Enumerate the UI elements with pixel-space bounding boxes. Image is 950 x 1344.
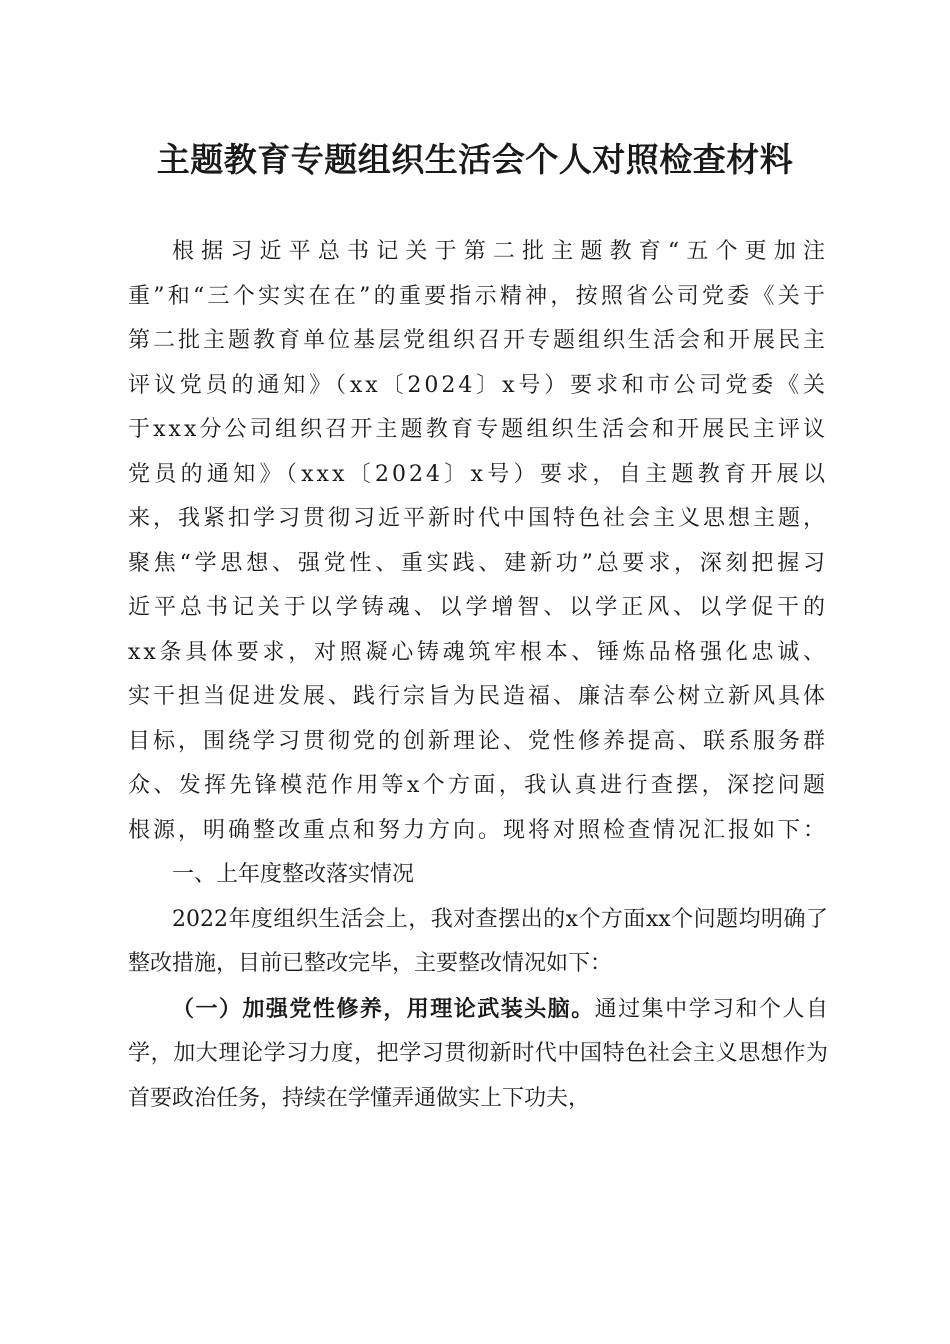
subsection-paragraph xyxy=(128,987,828,1122)
intro-paragraph: 根据习近平总书记关于第二批主题教育“五个更加注重”和“三个实实在在”的重要指示精神，按照省公司党委《关于第二批主题教育单位基层党组织召开专题组织生活会和开展民主评议党员的通知》（xx〔2024〕x号）要求和市公司党委《关于xxx分公司组织召开主题教育专题组织生活会和开展民主评议党员的通知》（xxx〔2024〕x号）要求，自主题教育开展以来，我紧扣学习贯彻习近平新时代中国特色社会主义思想主题，聚焦“学思想、强党性、重实践、建新功”总要求，深刻把握习近平总书记关于以学铸魂、以学增智、以学正风、以学促干的xx条具体要求，对照凝心铸魂筑牢根本、锤炼品格强化忠诚、实干担当促进发展、践行宗旨为民造福、廉洁奉公树立新风具体目标，围绕学习贯彻党的创新理论、党性修养提高、联系服务群众、发挥先锋模范作用等x个方面，我认真进行查摆，深挖问题根源，明确整改重点和努力方向。现将对照检查情况汇报如下： xyxy=(128,239,829,843)
subsection-heading: （一）加强党性修养，用理论武装头脑。 xyxy=(172,995,595,1022)
document-title: 主题教育专题组织生活会个人对照检查材料 xyxy=(156,140,794,179)
section-heading: 一、上年度整改落实情况 xyxy=(172,862,415,887)
document-body xyxy=(128,230,828,1121)
subsection-text: 通过集中学习和个人自学，加大理论学习力度，把学习贯彻新时代中国特色社会主义思想作为首要政治任务，持续在学懂弄通做实上下功夫， xyxy=(128,996,828,1111)
section-paragraph: 2022年度组织生活会上，我对查摆出的x个方面xx个问题均明确了整改措施，目前已整改完毕，主要整改情况如下： xyxy=(128,906,828,976)
